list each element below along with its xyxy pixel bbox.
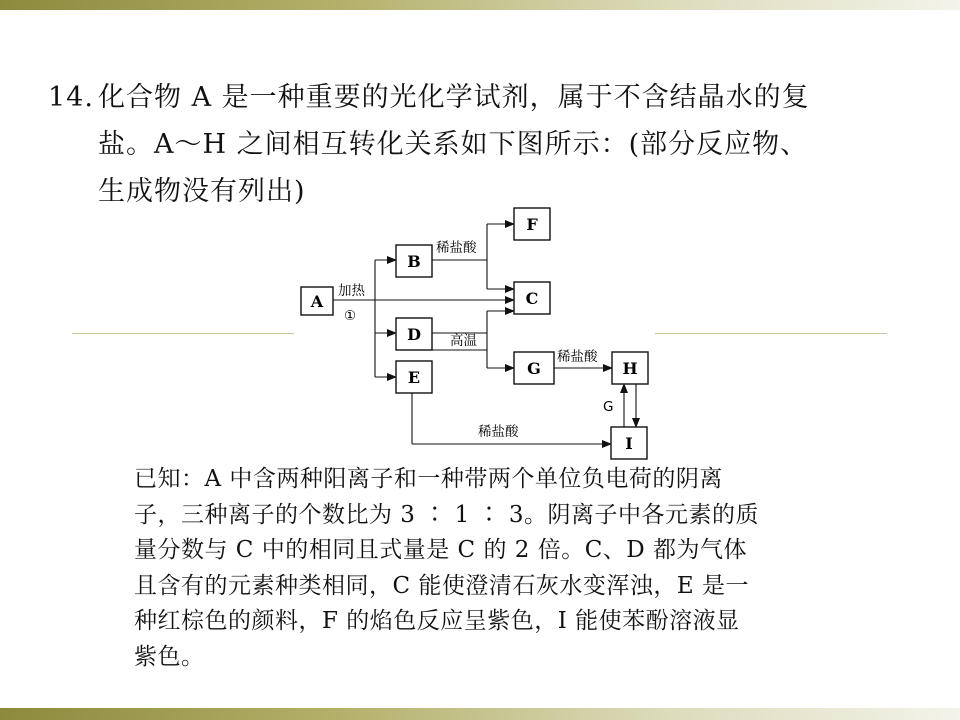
node-h-label: H <box>622 359 638 378</box>
node-d <box>396 318 432 350</box>
node-i-label: I <box>625 434 633 453</box>
question-line-3: 生成物没有列出) <box>98 176 306 207</box>
node-a <box>301 287 333 315</box>
known-line-3: 量分数与 C 中的相同且式量是 C 的 2 倍。C、D 都为气体 <box>134 537 748 563</box>
node-d-label: D <box>407 325 421 344</box>
edge-label-g-reagent: G <box>603 399 614 415</box>
node-f <box>514 208 550 240</box>
node-h <box>612 352 648 384</box>
node-c <box>514 282 550 314</box>
known-line-4: 且含有的元素种类相同，C 能使澄清石灰水变浑浊，E 是一 <box>134 572 750 599</box>
node-b-label: B <box>407 252 421 271</box>
question-number: 14. <box>48 82 94 113</box>
edge-label-heat-step: ① <box>344 308 357 324</box>
edges <box>333 224 636 444</box>
known-line-6: 紫色。 <box>134 643 205 670</box>
node-e <box>396 361 432 393</box>
edge-label-heat: 加热 <box>338 283 365 299</box>
edge-label-high-temp: 高温 <box>450 333 477 349</box>
node-i <box>611 427 647 459</box>
node-g <box>514 352 554 384</box>
node-a-label: A <box>310 292 324 311</box>
node-b <box>396 245 432 277</box>
node-c-label: C <box>525 289 539 308</box>
known-line-1: 已知：A 中含两种阳离子和一种带两个单位负电荷的阴离 <box>134 466 723 492</box>
known-conditions-text <box>134 462 834 675</box>
question-line-1: 14. 化合物 A 是一种重要的光化学试剂，属于不含结晶水的复 <box>48 74 938 121</box>
edge-label-dilute-hcl-g: 稀盐酸 <box>557 349 598 365</box>
edge-label-dilute-hcl-e: 稀盐酸 <box>478 424 519 440</box>
question-line-2: 盐。A～H 之间相互转化关系如下图所示：(部分反应物、 <box>98 129 809 160</box>
node-f-label: F <box>526 215 538 234</box>
node-e-label: E <box>407 368 421 387</box>
edge-label-dilute-hcl-b: 稀盐酸 <box>436 240 477 256</box>
known-line-2: 子，三种离子的个数比为 3 ∶ 1 ∶ 3。阴离子中各元素的质 <box>134 501 759 528</box>
node-g-label: G <box>527 359 541 378</box>
known-line-5: 种红棕色的颜料，F 的焰色反应呈紫色，I 能使苯酚溶液显 <box>134 608 740 634</box>
